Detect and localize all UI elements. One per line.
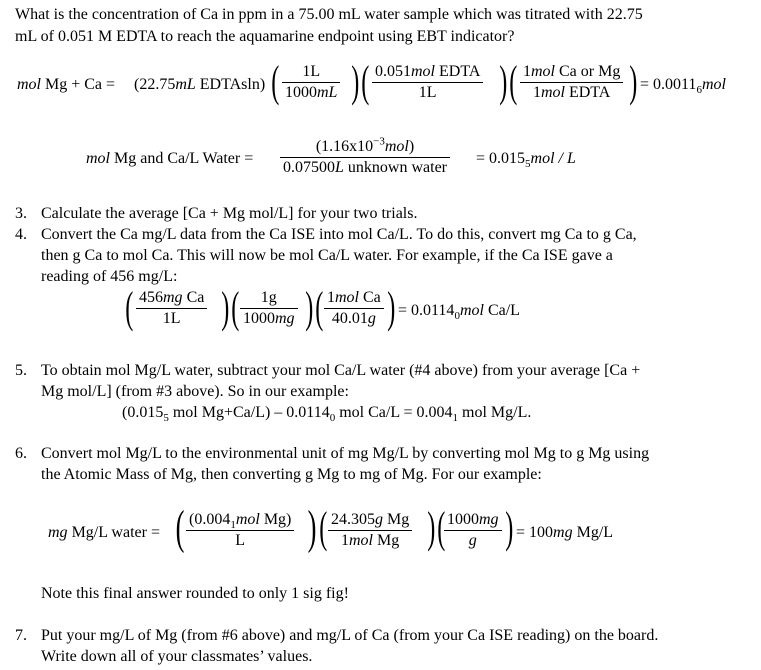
eq4-result: = 100mg Mg/L (516, 524, 614, 541)
eq2-result: = $0.015_5mol$ / L (476, 150, 576, 171)
eq1-volume: (22.75mL EDTAsln) (134, 76, 266, 93)
item-5-calculation: ($0.015_5$ mol $Mg+Ca/L) - 0.0114_0$ mol $Ca/L = 0.004_1$ mol Mg/L. (122, 404, 532, 425)
question-line-2: mL of 0.051 M EDTA to reach the aquamarine endpoint using EBT indicator? (15, 28, 515, 45)
item-6-number: 6. (15, 445, 27, 462)
item-4-line-1: Convert the Ca mg/L data from the Ca ISE into mol Ca/L. To do this, convert mg Ca to g Ca, (41, 226, 637, 243)
eq4-fraction-1: ($0.004_1mol$ Mg) L (186, 510, 294, 551)
eq2-lhs: mol Mg and Ca/L Water = (86, 150, 254, 167)
item-7-line-2: Write down all of your classmates’ values. (41, 648, 313, 665)
eq3-fraction-3: 1mol Ca 40.01g (324, 288, 384, 329)
item-6-line-1: Convert mol Mg/L to the environmental unit of mg Mg/L by converting mol Mg to g Mg using (41, 445, 650, 462)
item-5-line-2: Mg mol/L] (from #3 above). So in our example: (41, 383, 349, 400)
item-3-text: Calculate the average [Ca + Mg mol/L] for your two trials. (41, 205, 418, 222)
eq3-result: = $0.0114_0mol$ Ca/L (398, 302, 520, 323)
item-4-number: 4. (15, 226, 27, 243)
eq2-fraction: $(1.16x10^{-3}mol)$ 0.07500L unknown water (280, 137, 450, 178)
eq4-fraction-3: $\frac{1000mg}{g}$ (444, 510, 502, 551)
eq4-fraction-2: 24.305g Mg 1mol Mg (328, 510, 412, 551)
question-line-1: What is the concentration of Ca in ppm in a 75.00 mL water sample which was titrated with 22.75 (15, 6, 643, 23)
item-5-line-1: To obtain mol Mg/L water, subtract your mol Ca/L water (#4 above) from your average [Ca + (41, 362, 641, 379)
item-4-line-2: then g Ca to mol Ca. This will now be mol Ca/L water. For example, if the Ca ISE gave a (41, 247, 613, 264)
eq1-lhs: mol Mg + Ca = (17, 76, 116, 93)
eq1-result: = $0.0011_6mol$ (640, 76, 726, 97)
item-3-number: 3. (15, 205, 27, 222)
eq1-fraction-2: 0.051mol EDTA 1L (372, 62, 483, 103)
eq3-fraction-2: $\frac{1g}{1000mg}$ (240, 288, 298, 329)
item-4-line-3: reading of 456 mg/L: (41, 268, 178, 285)
item-5-number: 5. (15, 362, 27, 379)
eq3-fraction-1: $\frac{\text{456mg Ca}}{1L}$ (136, 288, 207, 329)
eq1-fraction-1: $\frac{1L}{1000mL}$ (282, 62, 340, 103)
item-6-line-2: the Atomic Mass of Mg, then converting g Mg to mg of Mg. For our example: (41, 466, 542, 483)
note: Note this final answer rounded to only 1 sig fig! (41, 585, 349, 602)
item-7-line-1: Put your mg/L of Mg (from #6 above) and mg/L of Ca (from your Ca ISE reading) on the board. (41, 627, 659, 644)
eq4-lhs: mg Mg/L water = (48, 524, 160, 541)
eq1-fraction-3: 1mol Ca or Mg 1mol EDTA (520, 62, 623, 103)
item-7-number: 7. (15, 627, 27, 644)
